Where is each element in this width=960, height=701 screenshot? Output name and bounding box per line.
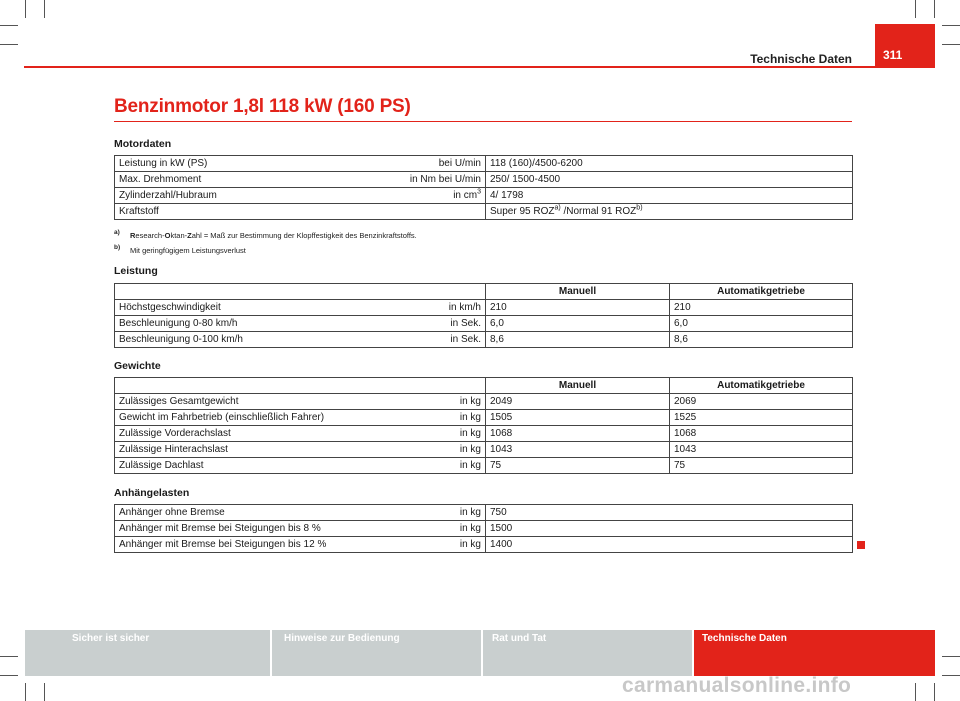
row-label: Kraftstoff <box>115 204 349 220</box>
table-row <box>115 172 853 188</box>
table-row <box>115 300 853 316</box>
crop-mark <box>942 44 960 45</box>
row-value: 1500 <box>486 521 853 537</box>
row-unit <box>349 188 486 204</box>
footnote-text: esearch- <box>135 231 165 240</box>
running-header-title: Technische Daten <box>750 52 852 66</box>
table-row <box>115 442 853 458</box>
row-label: Zulässige Dachlast <box>115 458 349 474</box>
footnote-mark: b) <box>114 244 121 251</box>
row-unit: in kg <box>349 458 486 474</box>
row-manual: 8,6 <box>486 332 670 348</box>
nav-tab-label: Rat und Tat <box>492 633 547 644</box>
row-auto: 210 <box>670 300 853 316</box>
watermark: carmanualsonline.info <box>622 674 852 697</box>
row-manual: 2049 <box>486 394 670 410</box>
row-value: 118 (160)/4500-6200 <box>486 156 853 172</box>
footnote-mark: a) <box>114 229 120 236</box>
row-manual: 1043 <box>486 442 670 458</box>
column-header-auto: Automatikgetriebe <box>670 378 853 394</box>
nav-tab-sicher-ist-sicher[interactable] <box>25 630 270 676</box>
title-rule <box>114 121 852 122</box>
row-unit: in Sek. <box>349 332 486 348</box>
row-label: Max. Drehmoment <box>115 172 349 188</box>
row-unit: in Nm bei U/min <box>349 172 486 188</box>
nav-tab-hinweise-zur-bedienung[interactable] <box>272 630 481 676</box>
page-number: 311 <box>883 48 903 62</box>
crop-mark <box>25 683 26 701</box>
crop-mark <box>942 675 960 676</box>
row-label: Höchstgeschwindigkeit <box>115 300 349 316</box>
table-row <box>115 188 853 204</box>
row-auto: 6,0 <box>670 316 853 332</box>
row-value: 1400 <box>486 537 853 553</box>
section-label-leistung: Leistung <box>114 265 158 277</box>
section-end-marker-icon <box>857 541 865 549</box>
row-unit: in kg <box>349 426 486 442</box>
crop-mark <box>0 44 18 45</box>
crop-mark <box>44 683 45 701</box>
table-row <box>115 394 853 410</box>
footnote-ref-a: a) <box>554 204 561 212</box>
row-manual: 210 <box>486 300 670 316</box>
table-row <box>115 332 853 348</box>
footnote-text: Mit geringfügigem Leistungsverlust <box>130 246 246 255</box>
table-row <box>115 204 853 220</box>
table-row <box>115 458 853 474</box>
anhaengelasten-table <box>114 504 853 553</box>
page-number-badge <box>875 24 935 68</box>
row-label: Beschleunigung 0-80 km/h <box>115 316 349 332</box>
unit-superscript: 3 <box>477 188 481 196</box>
crop-mark <box>25 0 26 18</box>
column-header-auto: Automatikgetriebe <box>670 284 853 300</box>
row-unit: bei U/min <box>349 156 486 172</box>
row-label: Zulässige Hinterachslast <box>115 442 349 458</box>
row-manual: 75 <box>486 458 670 474</box>
table-row <box>115 537 853 553</box>
crop-mark <box>0 675 18 676</box>
row-label: Beschleunigung 0-100 km/h <box>115 332 349 348</box>
table-header-row <box>115 378 853 394</box>
header-rule <box>24 66 935 68</box>
row-label: Anhänger ohne Bremse <box>115 505 349 521</box>
crop-mark <box>0 656 18 657</box>
crop-mark <box>942 25 960 26</box>
table-row <box>115 426 853 442</box>
row-auto: 1043 <box>670 442 853 458</box>
column-header-manual: Manuell <box>486 378 670 394</box>
table-row <box>115 505 853 521</box>
row-unit: in Sek. <box>349 316 486 332</box>
footnote-bold-letter: O <box>164 231 171 240</box>
table-row <box>115 156 853 172</box>
motordaten-table <box>114 155 853 220</box>
row-unit: in kg <box>349 442 486 458</box>
table-row <box>115 521 853 537</box>
nav-tab-technische-daten[interactable] <box>694 630 935 676</box>
footnote-bold-letter: R <box>130 231 136 240</box>
nav-tab-rat-und-tat[interactable] <box>483 630 692 676</box>
row-auto: 2069 <box>670 394 853 410</box>
row-unit <box>349 204 486 220</box>
row-manual: 1505 <box>486 410 670 426</box>
table-row <box>115 316 853 332</box>
row-value: 250/ 1500-4500 <box>486 172 853 188</box>
crop-mark <box>44 0 45 18</box>
row-unit: in kg <box>349 505 486 521</box>
fuel-normal: /Normal 91 ROZ <box>560 206 637 217</box>
row-unit: in kg <box>349 410 486 426</box>
leistung-table <box>114 283 853 348</box>
row-label: Gewicht im Fahrbetrieb (einschließlich Fahrer) <box>115 410 349 426</box>
column-header-manual: Manuell <box>486 284 670 300</box>
header-blank-cell <box>115 378 486 394</box>
footnote-text: ktan- <box>170 231 188 240</box>
row-auto: 1525 <box>670 410 853 426</box>
header-blank-cell <box>115 284 486 300</box>
section-label-gewichte: Gewichte <box>114 360 161 372</box>
crop-mark <box>934 683 935 701</box>
section-label-motordaten: Motordaten <box>114 138 172 150</box>
fuel-super: Super 95 ROZ <box>490 206 555 217</box>
nav-tab-label: Hinweise zur Bedienung <box>284 633 400 644</box>
row-auto: 8,6 <box>670 332 853 348</box>
row-label: Anhänger mit Bremse bei Steigungen bis 8 % <box>115 521 349 537</box>
unit-text: in cm <box>453 190 478 201</box>
footnote-text: ahl = Maß zur Bestimmung der Klopffestigkeit des Benzinkraftstoffs. <box>191 231 417 240</box>
footnote-bold-letter: Z <box>187 231 192 240</box>
section-label-anhaengelasten: Anhängelasten <box>114 487 190 499</box>
page-title: Benzinmotor 1,8l 118 kW (160 PS) <box>114 96 411 117</box>
row-value: 4/ 1798 <box>486 188 853 204</box>
row-label: Leistung in kW (PS) <box>115 156 349 172</box>
row-unit: in kg <box>349 394 486 410</box>
row-label: Zulässige Vorderachslast <box>115 426 349 442</box>
row-unit: in km/h <box>349 300 486 316</box>
row-value: 750 <box>486 505 853 521</box>
row-value <box>486 204 853 220</box>
crop-mark <box>942 656 960 657</box>
table-row <box>115 410 853 426</box>
row-manual: 1068 <box>486 426 670 442</box>
footnote-b <box>114 243 417 258</box>
row-unit: in kg <box>349 521 486 537</box>
row-label: Zylinderzahl/Hubraum <box>115 188 349 204</box>
row-manual: 6,0 <box>486 316 670 332</box>
row-label: Anhänger mit Bremse bei Steigungen bis 12 % <box>115 537 349 553</box>
crop-mark <box>934 0 935 18</box>
crop-mark <box>915 0 916 18</box>
crop-mark <box>915 683 916 701</box>
row-auto: 75 <box>670 458 853 474</box>
row-label: Zulässiges Gesamtgewicht <box>115 394 349 410</box>
footnotes <box>114 228 417 258</box>
crop-mark <box>0 25 18 26</box>
footnote-ref-b: b) <box>636 204 643 212</box>
table-header-row <box>115 284 853 300</box>
nav-tab-label: Technische Daten <box>702 633 787 644</box>
footnote-a <box>114 228 417 243</box>
gewichte-table <box>114 377 853 474</box>
row-unit: in kg <box>349 537 486 553</box>
row-auto: 1068 <box>670 426 853 442</box>
nav-tab-label: Sicher ist sicher <box>72 633 150 644</box>
